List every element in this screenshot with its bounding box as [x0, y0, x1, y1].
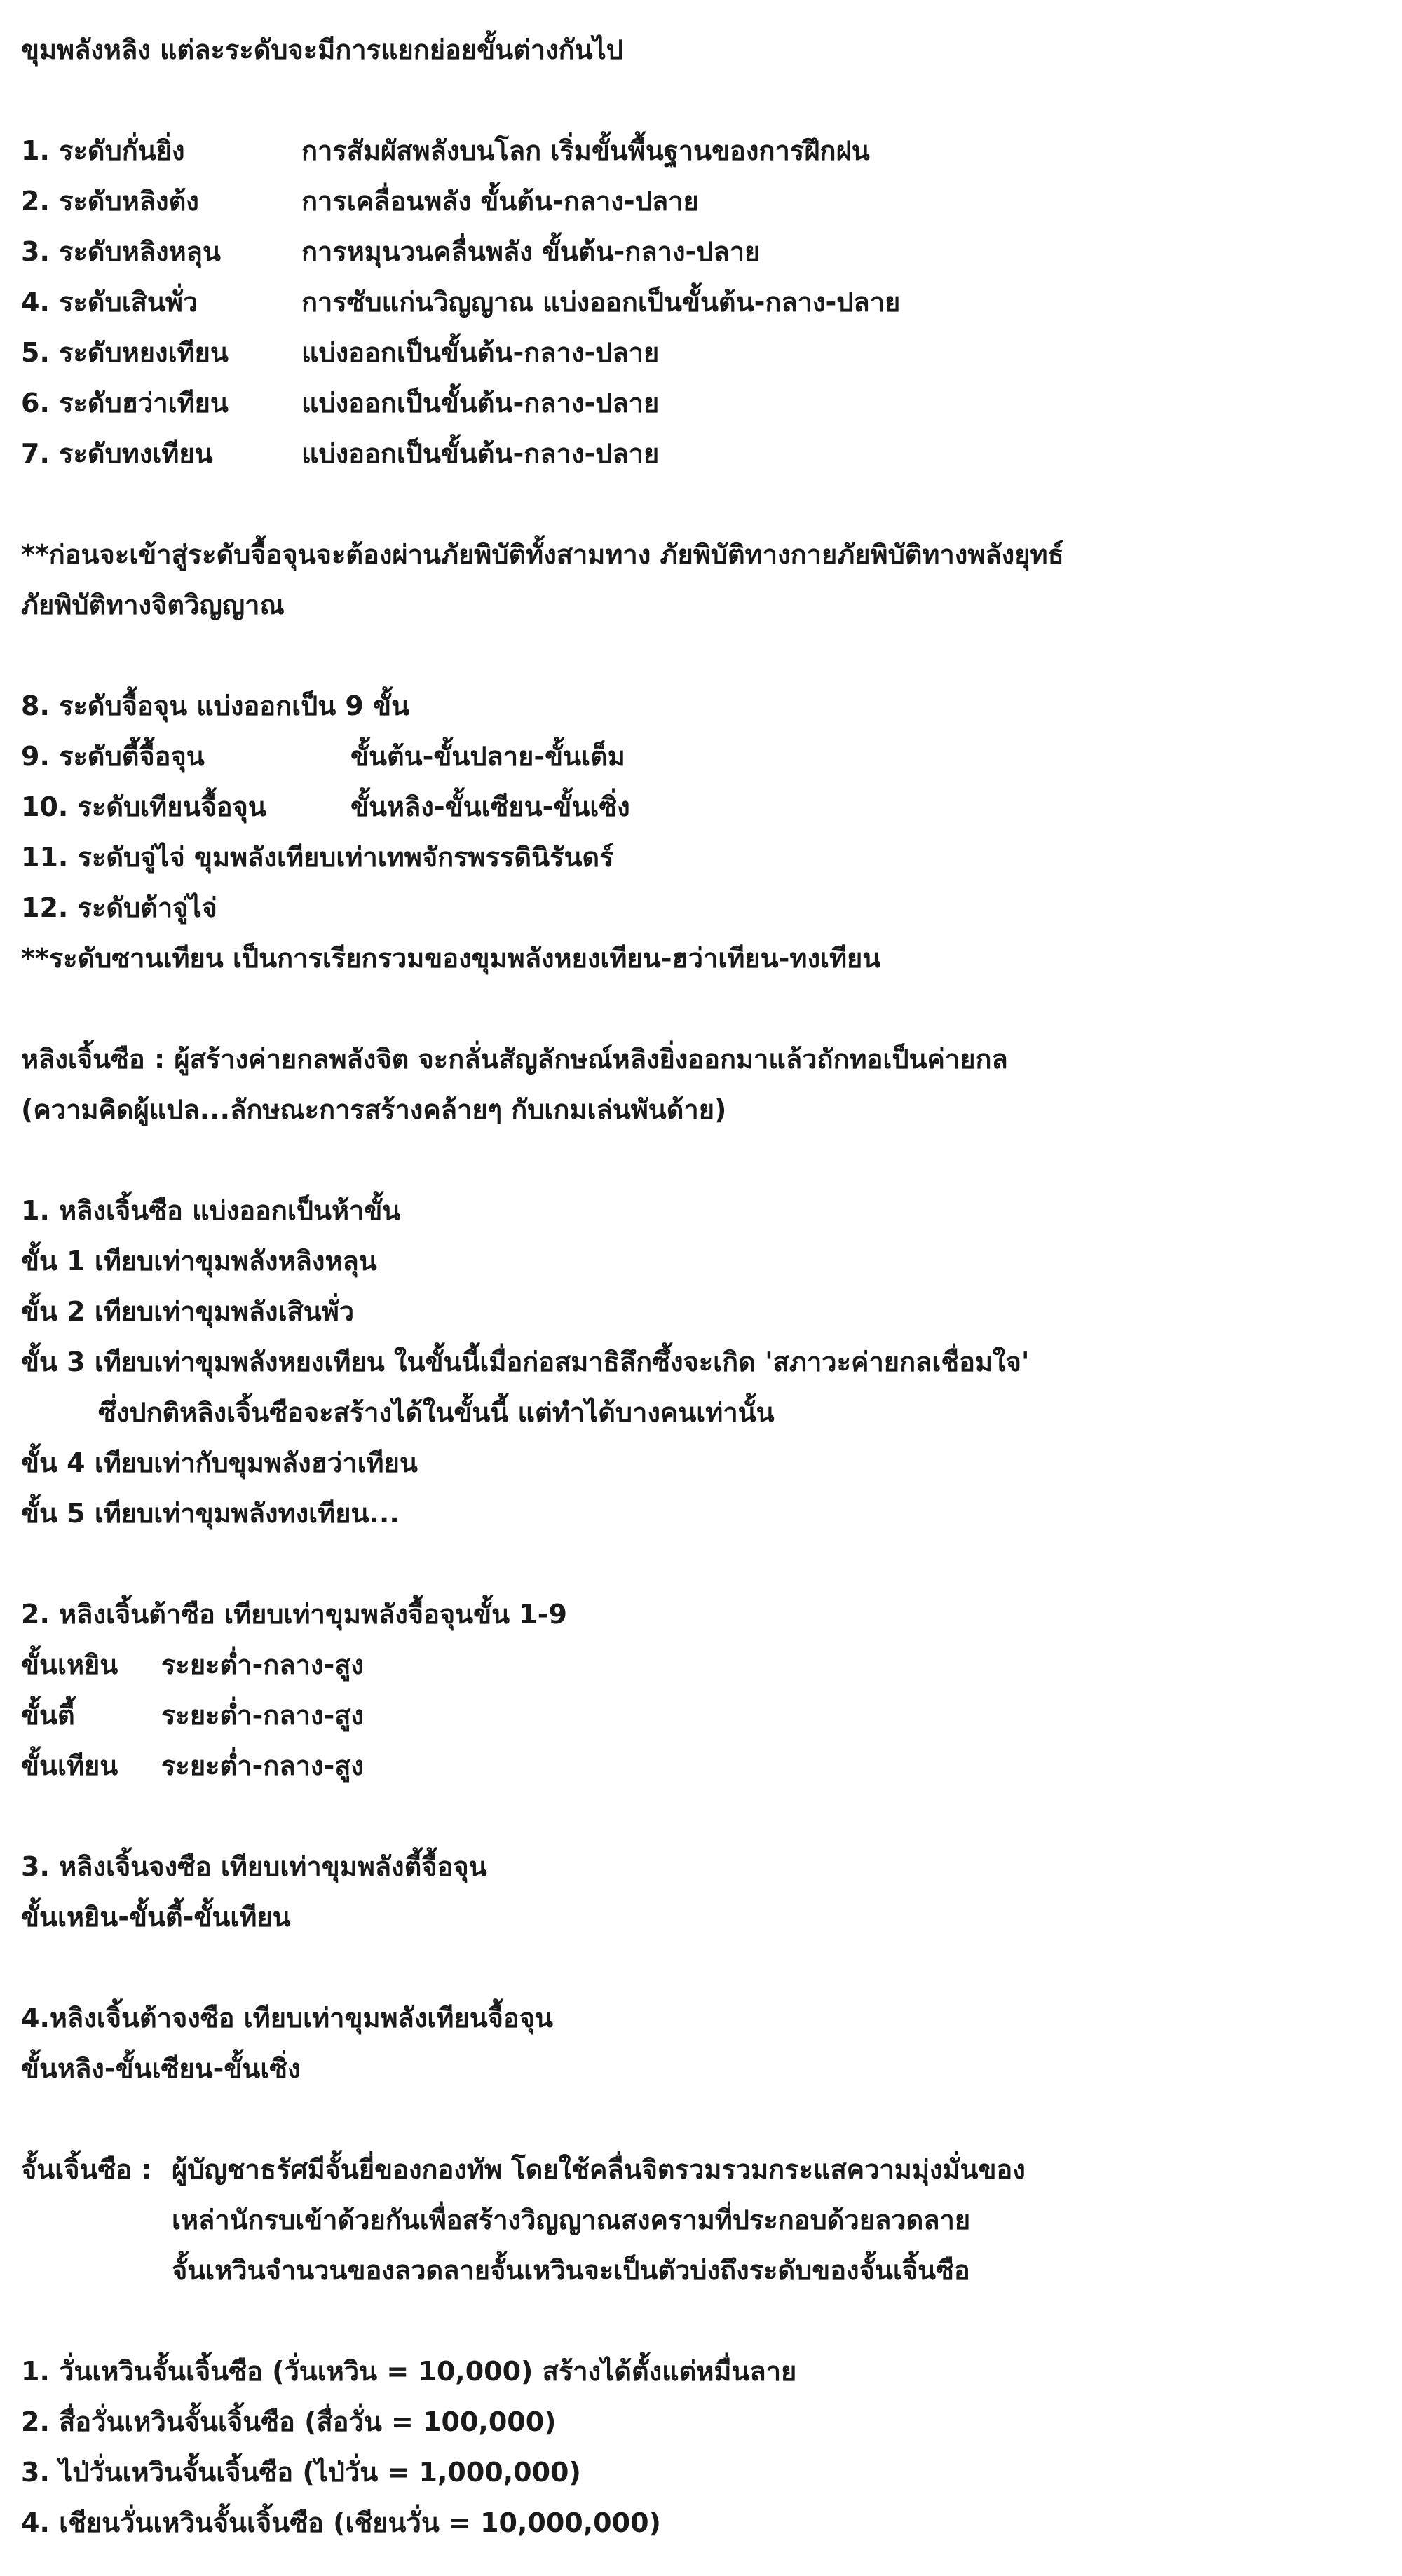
section-desc: ขั้นหลิง-ขั้นเซียน-ขั้นเซิ่ง	[21, 2053, 301, 2084]
tribulation-note-line2: ภัยพิบัติทางจิตวิญญาณ	[21, 590, 285, 620]
list-item: ขั้น 2 เทียบเท่าขุมพลังเสินพั่ว	[21, 1296, 355, 1327]
spacer	[21, 630, 1402, 681]
section-title: 4.หลิงเจิ้นต้าจงซือ เทียบเท่าขุมพลังเทียนจื้อจุน	[21, 2003, 553, 2033]
section-desc: ขั้นเหยิน-ขั้นตี้-ขั้นเทียน	[21, 1902, 291, 1933]
santian-note: **ระดับซานเทียน เป็นการเรียกรวมของขุมพลังหยงเทียน-ฮว่าเทียน-ทงเทียน	[21, 943, 881, 974]
level-desc: แบ่งออกเป็นขั้นต้น-กลาง-ปลาย	[301, 337, 660, 368]
spacer	[21, 2296, 1402, 2346]
list-item: ขั้น 3 เทียบเท่าขุมพลังหยงเทียน ในขั้นนี้เมื่อก่อสมาธิลึกซึ้งจะเกิด 'สภาวะค่ายกลเชื่อมใจ'	[21, 1347, 1030, 1377]
level-name: 1. ระดับกั่นยิ่ง	[21, 135, 185, 166]
level-row	[21, 226, 1402, 277]
level-row	[21, 176, 1402, 226]
stage-row	[21, 1740, 1402, 1791]
list-item: 1. วั่นเหวินจั้นเจิ้นซือ (วั่นเหวิน = 10,000) สร้างได้ตั้งแต่หมื่นลาย	[21, 2356, 797, 2387]
list-item-continuation: ซึ่งปกติหลิงเจิ้นซือจะสร้างได้ในขั้นนี้ แต่ทำได้บางคนเท่านั้น	[98, 1397, 775, 1428]
stage-row	[21, 1690, 1402, 1740]
spacer	[21, 983, 1402, 1034]
spacer	[21, 1539, 1402, 1589]
zhenzhen-definition	[21, 2144, 1402, 2195]
stage-row	[21, 1640, 1402, 1690]
definition-text: ผู้บัญชาธรัศมีจั้นยี่ของกองทัพ โดยใช้คลื่นจิตรวมรวมกระแสความมุ่งมั่นของ	[172, 2154, 1026, 2185]
level-desc: การซับแก่นวิญญาณ แบ่งออกเป็นขั้นต้น-กลาง-ปลาย	[301, 287, 901, 318]
level-name: 7. ระดับทงเทียน	[21, 438, 213, 469]
definition-label: จั้นเจิ้นซือ :	[21, 2154, 152, 2185]
spacer	[21, 1942, 1402, 1993]
tribulation-note-line1: **ก่อนจะเข้าสู่ระดับจื้อจุนจะต้องผ่านภัยพิบัติทั้งสามทาง ภัยพิบัติทางกายภัยพิบัติทางพลังยุทธ์	[21, 539, 1064, 570]
stage-desc: ระยะต่ำ-กลาง-สูง	[161, 1700, 364, 1731]
level-name: 9. ระดับตี้จื้อจุน	[21, 741, 205, 772]
list-item: ขั้น 1 เทียบเท่าขุมพลังหลิงหลุน	[21, 1246, 377, 1276]
stage-desc: ระยะต่ำ-กลาง-สูง	[161, 1649, 364, 1680]
list-item: ขั้น 4 เทียบเท่ากับขุมพลังฮว่าเทียน	[21, 1447, 418, 1478]
list-item: ขั้น 5 เทียบเท่าขุมพลังทงเทียน...	[21, 1498, 400, 1529]
section-title: 2. หลิงเจิ้นต้าซือ เทียบเท่าขุมพลังจื้อจุนขั้น 1-9	[21, 1599, 567, 1630]
level-name: 3. ระดับหลิงหลุน	[21, 236, 221, 267]
level-row	[21, 428, 1402, 479]
level-11: 11. ระดับจู่ไจ่ ขุมพลังเทียบเท่าเทพจักรพรรดินิรันดร์	[21, 842, 614, 873]
level-row	[21, 125, 1402, 176]
list-item: 3. ไป่วั่นเหวินจั้นเจิ้นซือ (ไป่วั่น = 1,000,000)	[21, 2457, 581, 2488]
level-name: 10. ระดับเทียนจื้อจุน	[21, 791, 266, 822]
level-row	[21, 277, 1402, 327]
spacer	[21, 1135, 1402, 1185]
stage-name: ขั้นตี้	[21, 1700, 75, 1731]
translator-note: (ความคิดผู้แปล...ลักษณะการสร้างคล้ายๆ กับเกมเล่นพันด้าย)	[21, 1094, 727, 1125]
level-desc: ขั้นหลิง-ขั้นเซียน-ขั้นเซิ่ง	[350, 791, 630, 822]
spacer	[21, 2094, 1402, 2144]
stage-desc: ระยะต่ำ-กลาง-สูง	[161, 1750, 364, 1781]
level-desc: การหมุนวนคลื่นพลัง ขั้นต้น-กลาง-ปลาย	[301, 236, 761, 267]
level-12: 12. ระดับต้าจู่ไจ่	[21, 892, 217, 923]
stage-name: ขั้นเทียน	[21, 1750, 118, 1781]
level-desc: แบ่งออกเป็นขั้นต้น-กลาง-ปลาย	[301, 438, 660, 469]
level-row	[21, 378, 1402, 428]
list-item: 4. เชียนวั่นเหวินจั้นเจิ้นซือ (เชียนวั่น = 10,000,000)	[21, 2507, 661, 2538]
definition-continuation: เหล่านักรบเข้าด้วยกันเพื่อสร้างวิญญาณสงครามที่ประกอบด้วยลวดลาย	[172, 2204, 971, 2235]
stage-name: ขั้นเหยิน	[21, 1649, 118, 1680]
lingzhen-definition: หลิงเจิ้นซือ : ผู้สร้างค่ายกลพลังจิต จะกลั่นสัญลักษณ์หลิงยิ่งออกมาแล้วถักทอเป็นค่ายกล	[21, 1044, 1008, 1075]
level-name: 4. ระดับเสินพั่ว	[21, 287, 198, 318]
spacer	[21, 75, 1402, 125]
section-title: 3. หลิงเจิ้นจงซือ เทียบเท่าขุมพลังตี้จื้อจุน	[21, 1851, 487, 1882]
level-desc: การสัมผัสพลังบนโลก เริ่มขั้นพื้นฐานของการฝึกฝน	[301, 135, 870, 166]
spacer	[21, 1791, 1402, 1841]
definition-continuation: จั้นเหวินจำนวนของลวดลายจั้นเหวินจะเป็นตัวบ่งถึงระดับของจั้นเจิ้นซือ	[172, 2255, 970, 2286]
level-name: 2. ระดับหลิงต้ง	[21, 186, 199, 217]
list-item: 2. สื่อวั่นเหวินจั้นเจิ้นซือ (สื่อวั่น = 100,000)	[21, 2406, 557, 2437]
level-row	[21, 731, 1402, 782]
level-desc: ขั้นต้น-ขั้นปลาย-ขั้นเต็ม	[350, 741, 625, 772]
level-row	[21, 782, 1402, 832]
level-name: 5. ระดับหยงเทียน	[21, 337, 229, 368]
level-8: 8. ระดับจื้อจุน แบ่งออกเป็น 9 ขั้น	[21, 690, 410, 721]
level-desc: การเคลื่อนพลัง ขั้นต้น-กลาง-ปลาย	[301, 186, 699, 217]
spacer	[21, 479, 1402, 529]
level-name: 6. ระดับฮว่าเทียน	[21, 388, 229, 418]
intro-text: ขุมพลังหลิง แต่ละระดับจะมีการแยกย่อยขั้นต่างกันไป	[21, 34, 623, 65]
section-title: 1. หลิงเจิ้นซือ แบ่งออกเป็นห้าขั้น	[21, 1195, 401, 1226]
level-row	[21, 327, 1402, 378]
level-desc: แบ่งออกเป็นขั้นต้น-กลาง-ปลาย	[301, 388, 660, 418]
